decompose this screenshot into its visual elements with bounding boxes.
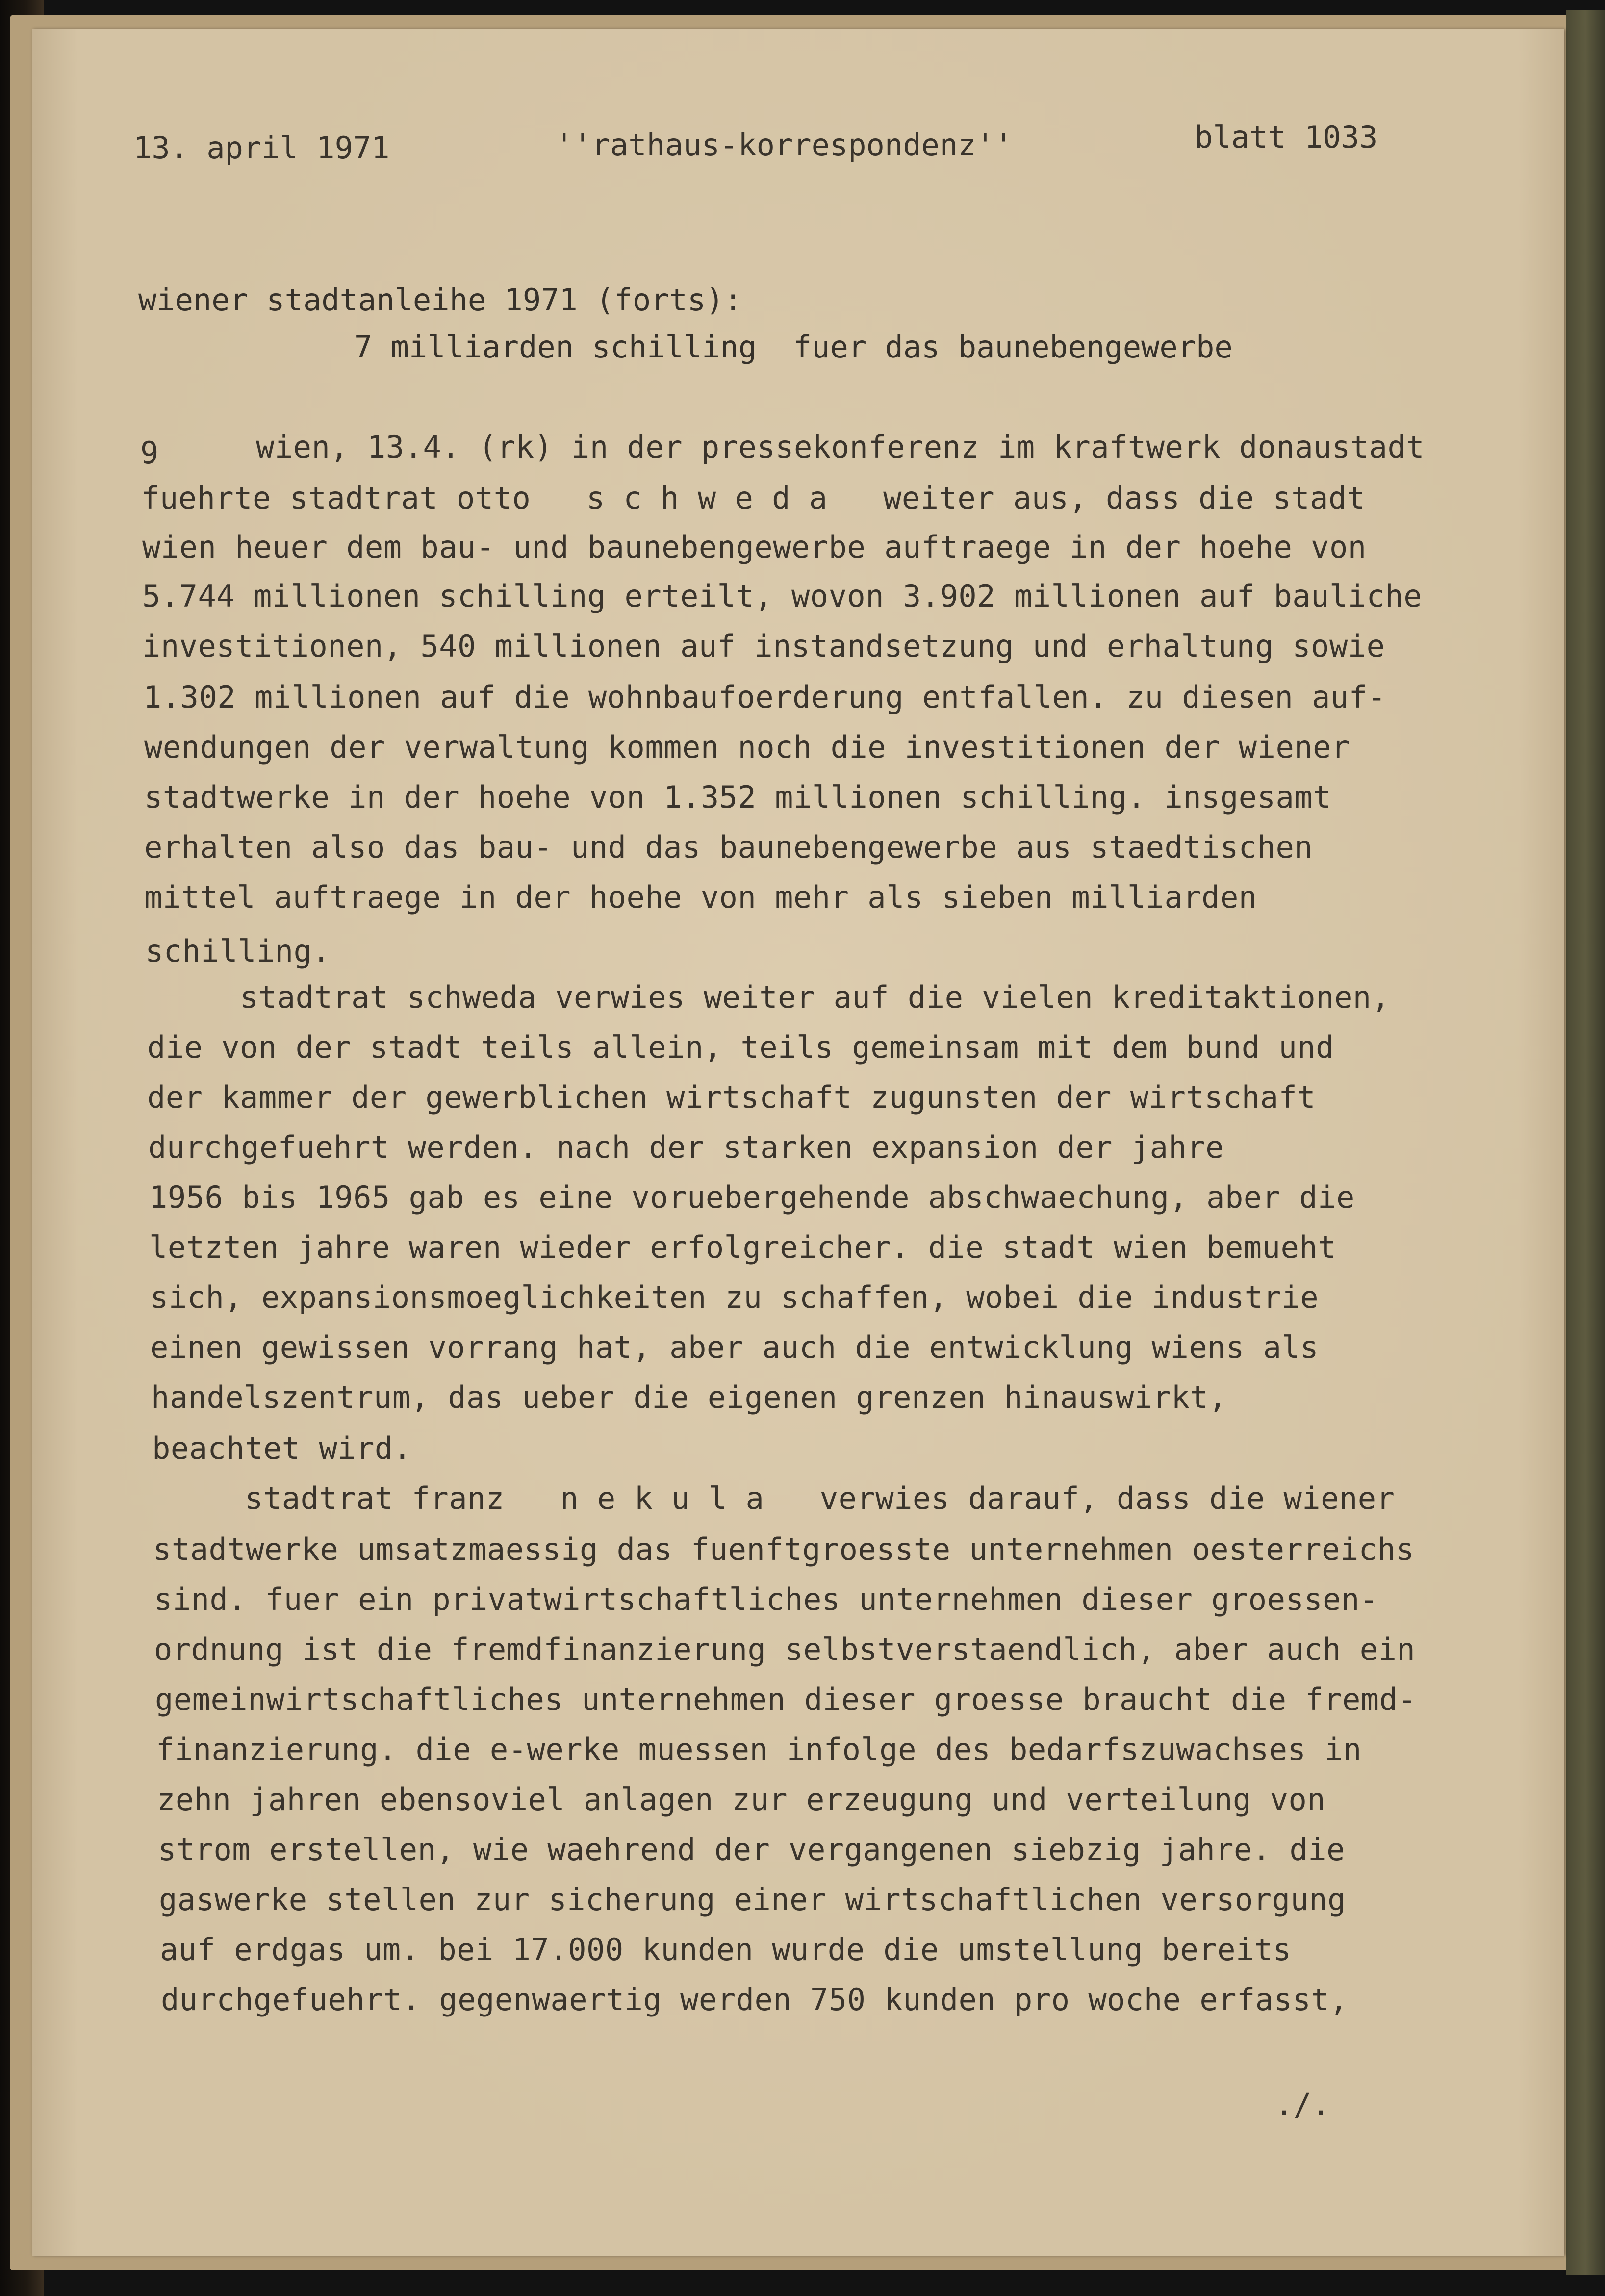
body-line-16: 1956 bis 1965 gab es eine voruebergehende abschwaechung, aber die [149, 1179, 1355, 1215]
body-line-26: gemeinwirtschaftliches unternehmen dieser groesse braucht die fremd- [155, 1682, 1417, 1717]
body-line-7: wendungen der verwaltung kommen noch die investitionen der wiener [144, 729, 1350, 765]
body-line-24: sind. fuer ein privatwirtschaftliches unternehmen dieser groessen- [154, 1582, 1378, 1617]
body-line-22: stadtrat franz n e k u l a verwies darauf, dass die wiener [152, 1480, 1395, 1516]
body-line-3: wien heuer dem bau- und baunebengewerbe auftraege in der hoehe von [142, 529, 1367, 565]
continuation-mark: ./. [1275, 2087, 1330, 2122]
body-line-5: investitionen, 540 millionen auf instandsetzung und erhaltung sowie [142, 628, 1385, 664]
document-page [32, 29, 1564, 2256]
item-number: 9 [140, 435, 159, 471]
header-date: 13. april 1971 [133, 130, 390, 166]
body-line-10: mittel auftraege in der hoehe von mehr als sieben milliarden [144, 879, 1257, 915]
body-line-9: erhalten also das bau- und das baunebengewerbe aus staedtischen [144, 829, 1313, 865]
body-line-32: durchgefuehrt. gegenwaertig werden 750 kunden pro woche erfasst, [161, 1982, 1348, 2017]
body-line-29: strom erstellen, wie waehrend der vergangenen siebzig jahre. die [158, 1832, 1345, 1867]
body-line-30: gaswerke stellen zur sicherung einer wirtschaftlichen versorgung [159, 1882, 1346, 1917]
body-line-8: stadtwerke in der hoehe von 1.352 millionen schilling. insgesamt [144, 779, 1331, 815]
body-line-4: 5.744 millionen schilling erteilt, wovon 3.902 millionen auf bauliche [142, 578, 1423, 614]
book-cover-edge [1566, 10, 1605, 2275]
body-line-21: beachtet wird. [152, 1430, 412, 1466]
body-line-6: 1.302 millionen auf die wohnbaufoerderung entfallen. zu diesen auf- [143, 679, 1386, 715]
article-subtitle: 7 milliarden schilling fuer das baunebengewerbe [354, 329, 1233, 365]
body-line-19: einen gewissen vorrang hat, aber auch die entwicklung wiens als [150, 1329, 1319, 1365]
body-line-1: wien, 13.4. (rk) in der pressekonferenz im kraftwerk donaustadt [256, 429, 1425, 465]
article-title: wiener stadtanleihe 1971 (forts): [138, 282, 742, 318]
body-line-31: auf erdgas um. bei 17.000 kunden wurde die umstellung bereits [160, 1932, 1292, 1967]
body-line-27: finanzierung. die e-werke muessen infolge des bedarfszuwachses in [156, 1732, 1362, 1767]
header-sheet-number: blatt 1033 [1195, 119, 1378, 155]
body-line-18: sich, expansionsmoeglichkeiten zu schaffen, wobei die industrie [150, 1279, 1319, 1315]
body-line-20: handelszentrum, das ueber die eigenen grenzen hinauswirkt, [151, 1379, 1227, 1415]
body-line-17: letzten jahre waren wieder erfolgreicher. die stadt wien bemueht [149, 1229, 1336, 1265]
body-line-25: ordnung ist die fremdfinanzierung selbstverstaendlich, aber auch ein [154, 1632, 1416, 1667]
body-line-14: der kammer der gewerblichen wirtschaft zugunsten der wirtschaft [147, 1079, 1316, 1115]
body-line-12: stadtrat schweda verwies weiter auf die vielen kreditaktionen, [147, 979, 1390, 1015]
body-line-11: schilling. [145, 933, 331, 969]
body-line-23: stadtwerke umsatzmaessig das fuenftgroesste unternehmen oesterreichs [153, 1531, 1415, 1567]
body-line-28: zehn jahren ebensoviel anlagen zur erzeugung und verteilung von [157, 1782, 1326, 1817]
header-publication: ''rathaus-korrespondenz'' [555, 127, 1013, 163]
body-line-2: fuehrte stadtrat otto s c h w e d a weiter aus, dass die stadt [141, 480, 1366, 516]
body-line-13: die von der stadt teils allein, teils gemeinsam mit dem bund und [147, 1029, 1334, 1065]
body-line-15: durchgefuehrt werden. nach der starken expansion der jahre [148, 1129, 1224, 1165]
